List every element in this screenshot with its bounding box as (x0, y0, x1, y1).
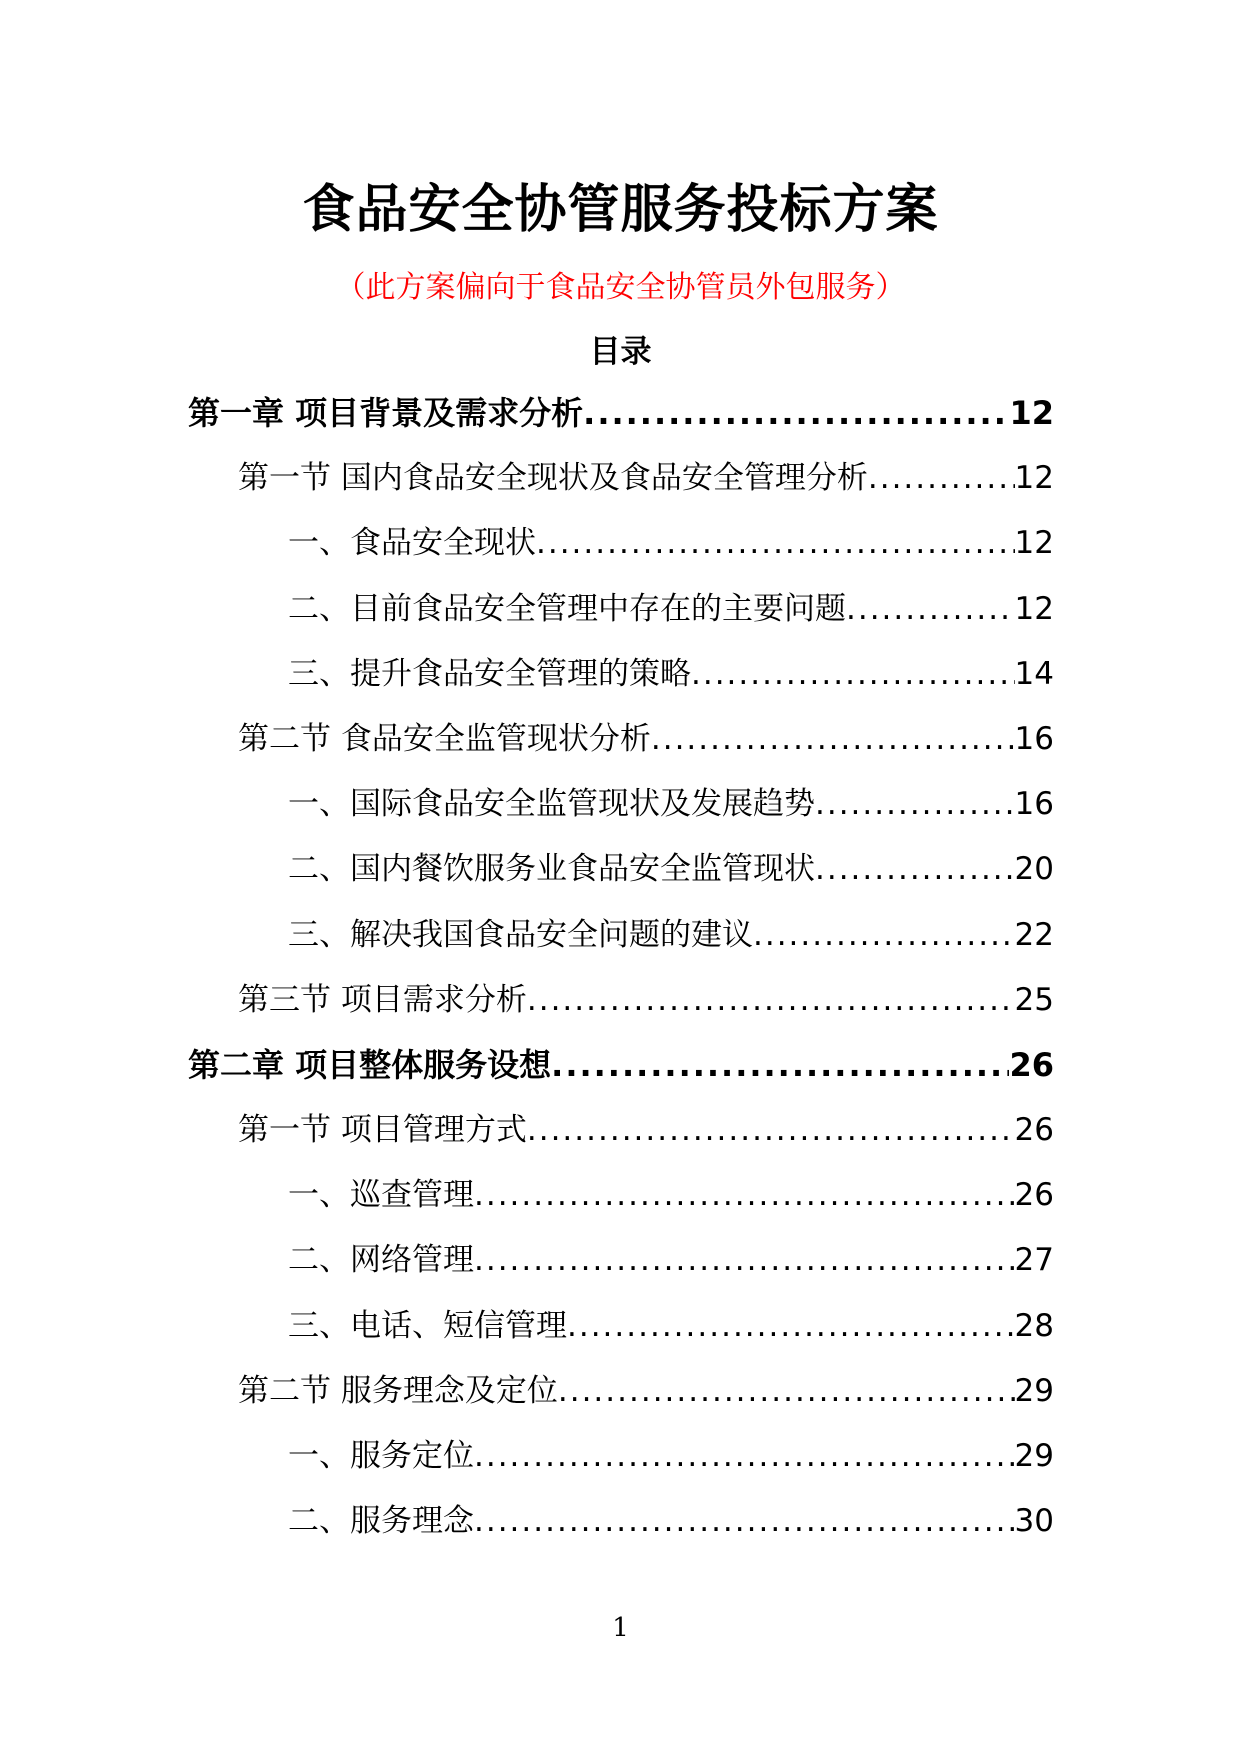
toc-section-entry[interactable] (0, 1110, 1241, 1175)
toc-entry-page-number: 16 (1014, 720, 1054, 757)
toc-entry-label: 二、服务理念 (288, 1503, 474, 1540)
toc-section-entry[interactable] (0, 719, 1241, 784)
toc-subsection-entry[interactable] (0, 915, 1241, 980)
toc-entry-label: 一、巡查管理 (288, 1177, 474, 1214)
toc-entry-label: 第一节 项目管理方式 (238, 1112, 527, 1149)
toc-section-entry[interactable] (0, 458, 1241, 523)
toc-subsection-entry[interactable] (0, 523, 1241, 588)
toc-entry-label: 第二章 项目整体服务设想 (188, 1045, 552, 1084)
toc-entry-page-number: 26 (1014, 1177, 1054, 1214)
toc-dot-leader (474, 1175, 1015, 1215)
toc-section-entry[interactable] (0, 1371, 1241, 1436)
toc-chapter-entry[interactable] (0, 1045, 1241, 1110)
toc-subsection-entry[interactable] (0, 1175, 1241, 1240)
toc-subsection-entry[interactable] (0, 849, 1241, 914)
toc-dot-leader (815, 849, 1015, 889)
toc-entry-label: 三、电话、短信管理 (288, 1307, 567, 1344)
toc-subsection-entry[interactable] (0, 1240, 1241, 1305)
toc-dot-leader (527, 1110, 1015, 1150)
toc-entry-label: 一、国际食品安全监管现状及发展趋势 (288, 786, 815, 823)
toc-entry-label: 二、网络管理 (288, 1242, 474, 1279)
toc-entry-page-number: 26 (1014, 1112, 1054, 1149)
page-number: 1 (612, 1613, 629, 1643)
toc-dot-leader (551, 1045, 1009, 1085)
toc-entry-label: 一、食品安全现状 (288, 525, 536, 562)
toc-entry-label: 二、目前食品安全管理中存在的主要问题 (288, 590, 846, 627)
toc-subsection-entry[interactable] (0, 1501, 1241, 1566)
toc-entry-page-number: 12 (1014, 460, 1054, 497)
toc-entry-label: 三、提升食品安全管理的策略 (288, 655, 691, 692)
toc-subsection-entry[interactable] (0, 654, 1241, 719)
document-subtitle: （此方案偏向于食品安全协管员外包服务） (335, 270, 906, 305)
toc-entry-page-number: 28 (1014, 1307, 1054, 1344)
toc-entry-page-number: 29 (1014, 1438, 1054, 1474)
toc-entry-page-number: 27 (1014, 1242, 1054, 1279)
toc-subsection-entry[interactable] (0, 589, 1241, 654)
toc-entry-page-number: 16 (1014, 786, 1054, 823)
toc-dot-leader (474, 1436, 1015, 1476)
toc-section-entry[interactable] (0, 980, 1241, 1045)
toc-dot-leader (651, 719, 1015, 759)
toc-entry-page-number: 22 (1014, 916, 1054, 953)
toc-entry-label: 二、国内餐饮服务业食品安全监管现状 (288, 851, 815, 888)
toc-dot-leader (753, 915, 1015, 955)
toc-dot-leader (815, 784, 1015, 824)
toc-entry-page-number: 12 (1014, 590, 1054, 627)
toc-entry-page-number: 26 (1009, 1045, 1054, 1084)
document-title: 食品安全协管服务投标方案 (302, 180, 939, 240)
toc-subsection-entry[interactable] (0, 1306, 1241, 1371)
table-of-contents (0, 393, 1241, 1566)
toc-dot-leader (558, 1371, 1015, 1411)
toc-entry-label: 一、服务定位 (288, 1438, 474, 1474)
toc-dot-leader (474, 1501, 1015, 1541)
toc-entry-page-number: 25 (1014, 981, 1054, 1018)
toc-entry-label: 第三节 项目需求分析 (238, 981, 527, 1018)
toc-dot-leader (527, 980, 1015, 1020)
toc-dot-leader (846, 589, 1015, 629)
toc-entry-label: 第二节 食品安全监管现状分析 (238, 720, 651, 757)
toc-dot-leader (567, 1306, 1015, 1346)
toc-entry-page-number: 14 (1014, 655, 1054, 692)
toc-entry-page-number: 29 (1014, 1372, 1054, 1409)
toc-dot-leader (474, 1240, 1015, 1280)
toc-entry-label: 三、解决我国食品安全问题的建议 (288, 916, 753, 953)
toc-dot-leader (536, 523, 1015, 563)
toc-subsection-entry[interactable] (0, 1436, 1241, 1501)
toc-entry-page-number: 20 (1014, 851, 1054, 888)
toc-entry-page-number: 12 (1009, 394, 1054, 432)
toc-dot-leader (868, 458, 1015, 498)
toc-entry-page-number: 12 (1014, 525, 1054, 562)
toc-subsection-entry[interactable] (0, 784, 1241, 849)
toc-dot-leader (583, 393, 1009, 433)
toc-chapter-entry[interactable] (0, 393, 1241, 458)
toc-entry-page-number: 30 (1014, 1503, 1054, 1540)
toc-entry-label: 第一章 项目背景及需求分析 (188, 394, 584, 432)
toc-heading: 目录 (589, 334, 652, 370)
toc-dot-leader (691, 654, 1015, 694)
toc-entry-label: 第二节 服务理念及定位 (238, 1372, 558, 1409)
toc-entry-label: 第一节 国内食品安全现状及食品安全管理分析 (238, 460, 868, 497)
